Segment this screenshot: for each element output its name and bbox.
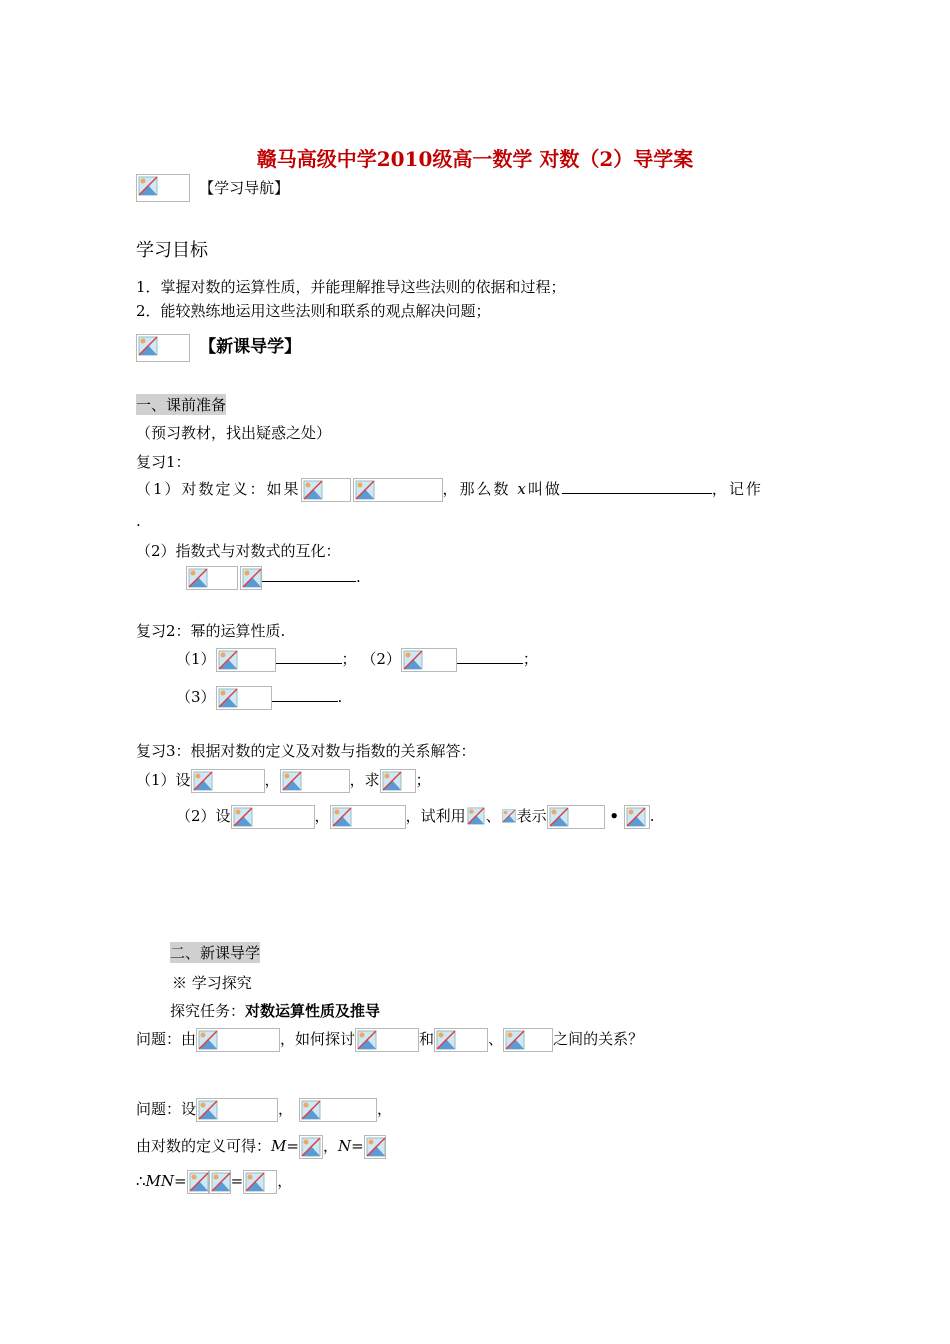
section2-subheading: ※ 学习探究 — [172, 974, 252, 992]
formula-image-icon — [186, 566, 238, 590]
review2-label: 复习2：幂的运算性质. — [136, 622, 286, 640]
review3-q2: （2）设 ， ，试利用 、 表示 • . — [176, 805, 655, 829]
formula-image-icon — [216, 686, 272, 710]
formula-image-icon — [280, 769, 350, 793]
formula-image-icon — [364, 1135, 386, 1159]
formula-image-icon — [243, 1170, 277, 1194]
formula-image-icon — [209, 1170, 231, 1194]
review3-q1: （1）设 ， ，求 ； — [136, 769, 431, 793]
section1-heading: 一、课前准备 — [136, 396, 227, 414]
review1-item2: （2）指数式与对数式的互化： — [136, 542, 341, 560]
nav-heading: 【学习导航】 — [199, 178, 290, 197]
formula-image-icon — [503, 1028, 553, 1052]
review1-item1: （1）对数定义：如果 ，那么数 x叫做 ，记作 — [136, 478, 763, 502]
formula-image-icon — [299, 1098, 377, 1122]
exploration-task: 探究任务：对数运算性质及推导 — [170, 1002, 381, 1020]
objective-item-1: 1．掌握对数的运算性质，并能理解推导这些法则的依据和过程； — [136, 278, 566, 296]
review2-row2: （3） . — [176, 686, 342, 710]
formula-image-icon — [231, 805, 315, 829]
image-placeholder-icon — [136, 174, 190, 202]
definition-line: 由对数的定义可得：M= ，N= — [136, 1135, 386, 1159]
formula-image-icon — [196, 1028, 280, 1052]
nav-heading-row — [136, 174, 289, 202]
formula-image-icon — [434, 1028, 488, 1052]
blank-line — [272, 687, 338, 702]
objective-item-2: 2．能较熟练地运用这些法则和联系的观点解决问题； — [136, 302, 491, 320]
objectives-heading: 学习目标 — [136, 240, 208, 261]
blank-line — [262, 567, 356, 582]
formula-image-icon — [353, 478, 443, 502]
new-lesson-heading-row — [136, 332, 301, 362]
blank-line — [457, 649, 523, 664]
formula-image-icon — [401, 648, 457, 672]
formula-image-icon — [547, 805, 605, 829]
review2-row1: （1） ； （2） ； — [176, 648, 538, 672]
review3-label: 复习3：根据对数的定义及对数与指数的关系解答： — [136, 742, 476, 760]
formula-image-icon — [466, 806, 486, 828]
section1-note: （预习教材，找出疑惑之处） — [136, 424, 332, 442]
image-placeholder-icon — [136, 334, 190, 362]
formula-image-icon — [191, 769, 265, 793]
formula-image-icon — [196, 1098, 278, 1122]
question-2: 问题：设 ， ， — [136, 1098, 392, 1122]
formula-image-icon — [501, 806, 517, 828]
question-1: 问题：由 ，如何探讨 和 、 之间的关系？ — [136, 1028, 643, 1052]
formula-image-icon — [380, 769, 416, 793]
blank-line — [276, 649, 342, 664]
page-title: 赣马高级中学2010级高一数学 对数（2）导学案 — [256, 147, 694, 171]
review1-item1-end: . — [136, 512, 141, 530]
therefore-line: ∴MN= = ， — [136, 1170, 292, 1194]
formula-image-icon — [330, 805, 406, 829]
formula-image-icon — [216, 648, 276, 672]
new-lesson-heading: 【新课导学】 — [199, 337, 302, 357]
section2-heading: 二、新课导学 — [170, 944, 261, 962]
formula-image-icon — [299, 1135, 323, 1159]
formula-image-icon — [301, 478, 351, 502]
formula-image-icon — [187, 1170, 209, 1194]
review1-label: 复习1： — [136, 453, 191, 471]
formula-image-icon — [355, 1028, 419, 1052]
review1-item2-formula: . — [186, 566, 361, 590]
formula-image-icon — [240, 566, 262, 590]
formula-image-icon — [624, 805, 650, 829]
blank-line — [562, 479, 712, 494]
